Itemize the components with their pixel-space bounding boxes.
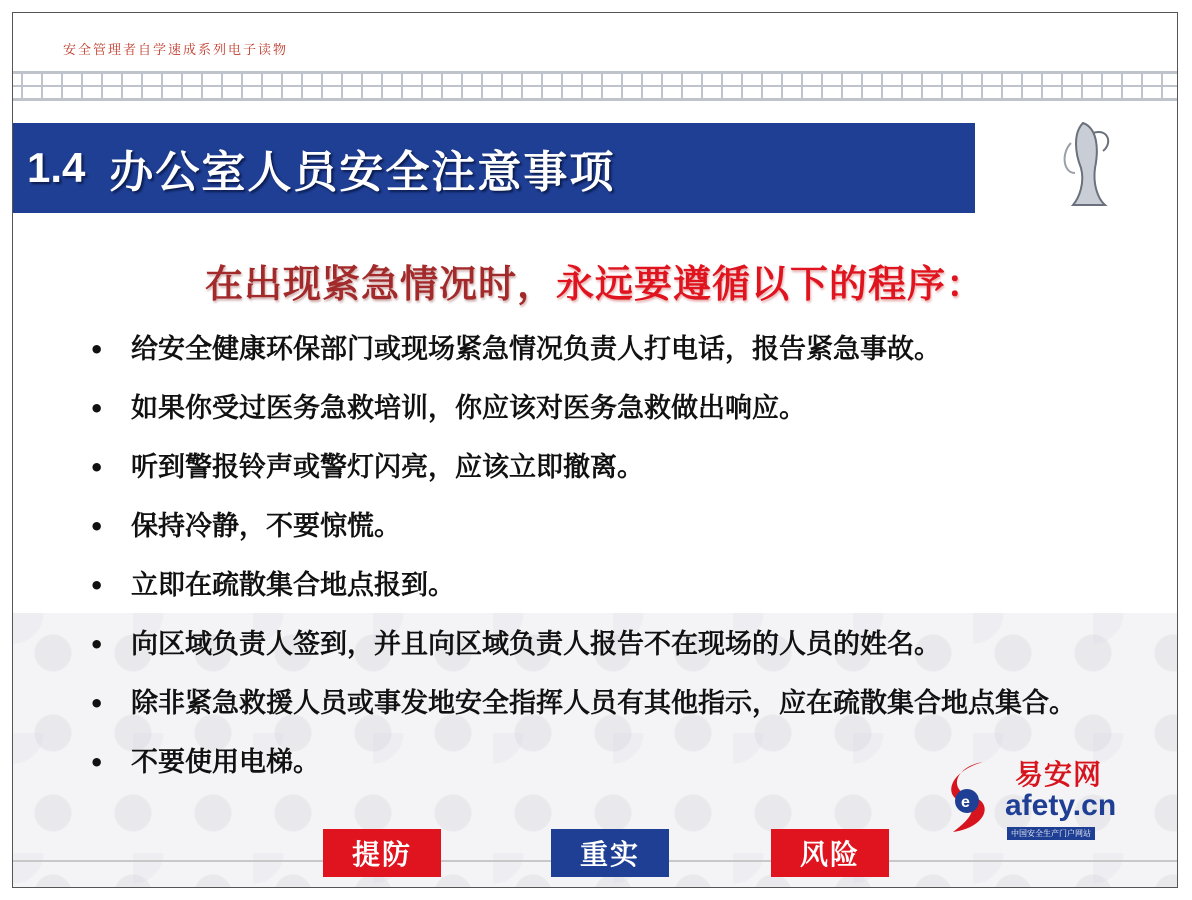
footer-tag-risk: 风险 xyxy=(771,829,889,877)
footer-tag-emphasize: 重实 xyxy=(551,829,669,877)
bullet-icon: • xyxy=(89,690,105,718)
logo-chinese-name: 易安网 xyxy=(1015,758,1103,791)
list-item-text: 立即在疏散集合地点报到。 xyxy=(131,570,455,601)
list-item-text: 不要使用电梯。 xyxy=(131,747,320,778)
bullet-icon: • xyxy=(89,631,105,659)
list-item-text: 除非紧急救援人员或事发地安全指挥人员有其他指示，应在疏散集合地点集合。 xyxy=(131,688,1076,719)
section-number: 1.4 xyxy=(27,144,86,191)
procedure-list xyxy=(83,333,1123,805)
list-item-text: 听到警报铃声或警灯闪亮，应该立即撤离。 xyxy=(131,452,644,483)
series-header: 安全管理者自学速成系列电子读物 xyxy=(63,43,289,58)
logo-domain: afety.cn xyxy=(1005,789,1117,822)
logo-swoosh-icon xyxy=(943,757,1003,837)
title-bar xyxy=(13,123,975,213)
bullet-icon: • xyxy=(89,454,105,482)
list-item xyxy=(83,392,1123,426)
list-item-text: 如果你受过医务急救培训，你应该对医务急救做出响应。 xyxy=(131,393,806,424)
list-item xyxy=(83,569,1123,603)
bullet-icon: • xyxy=(89,749,105,777)
page-title: 办公室人员安全注意事项 xyxy=(109,147,616,198)
instruction-heading xyxy=(13,253,1177,308)
logo-tagline: 中国安全生产门户网站 xyxy=(1007,827,1095,840)
slide xyxy=(12,12,1178,888)
safety-cn-logo xyxy=(943,753,1143,843)
footer-tag-prevent: 提防 xyxy=(323,829,441,877)
bullet-icon: • xyxy=(89,395,105,423)
list-item-text: 保持冷静，不要惊慌。 xyxy=(131,511,401,542)
instruction-heading-part1: 在出现紧急情况时， xyxy=(204,262,556,306)
instruction-heading-part2: 永远要遵循以下的程序： xyxy=(556,262,986,306)
bullet-icon: • xyxy=(89,572,105,600)
svg-text:e: e xyxy=(961,794,970,811)
list-item xyxy=(83,687,1111,721)
list-item xyxy=(83,451,1123,485)
list-item xyxy=(83,510,1123,544)
ornamental-numeral-icon xyxy=(1053,113,1123,213)
list-item xyxy=(83,333,1123,367)
list-item xyxy=(83,628,1123,662)
bullet-icon: • xyxy=(89,336,105,364)
list-item-text: 向区域负责人签到，并且向区域负责人报告不在现场的人员的姓名。 xyxy=(131,629,941,660)
list-item-text: 给安全健康环保部门或现场紧急情况负责人打电话，报告紧急事故。 xyxy=(131,334,941,365)
decorative-border-band xyxy=(13,71,1177,101)
bullet-icon: • xyxy=(89,513,105,541)
